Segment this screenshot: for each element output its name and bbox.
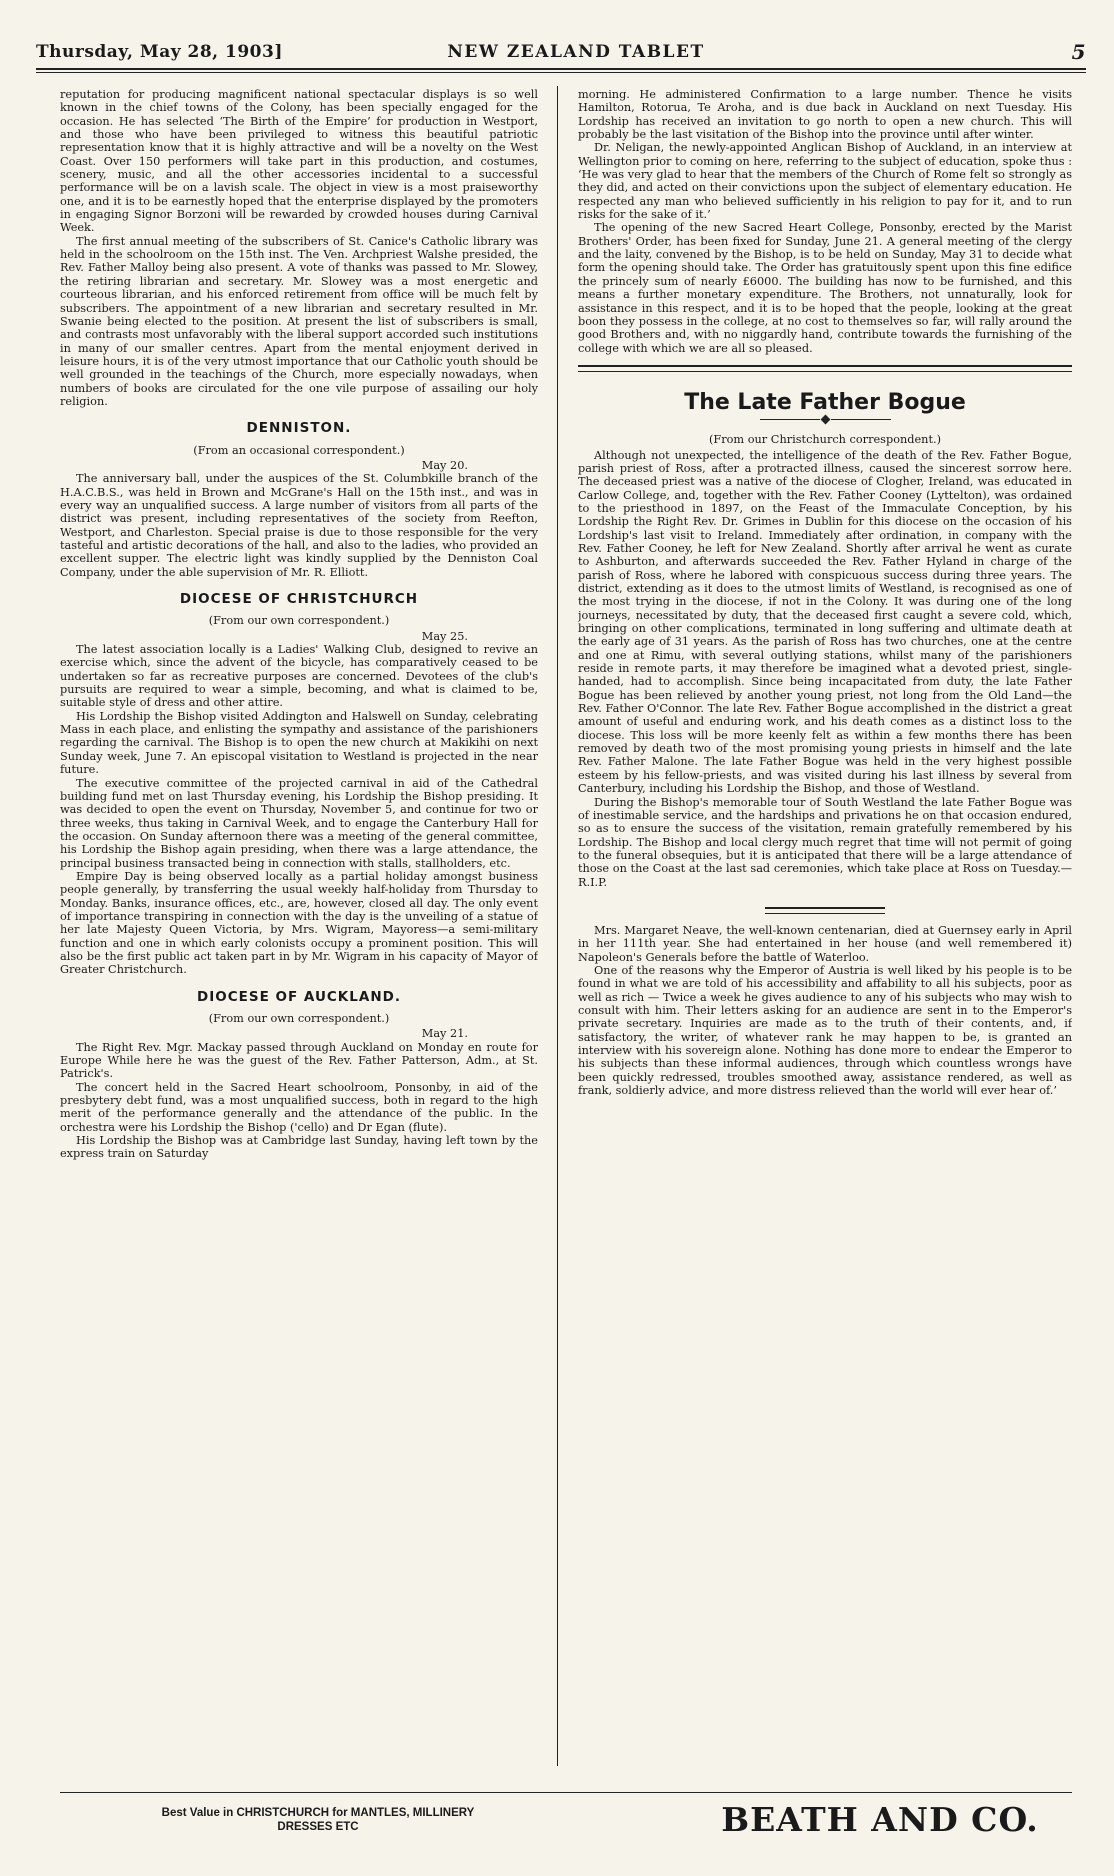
header-date: Thursday, May 28, 1903] xyxy=(36,42,283,62)
section-short-rule xyxy=(765,907,885,914)
ad-line: Best Value in CHRISTCHURCH for MANTLES, MILLINERY xyxy=(161,1807,475,1819)
article-paragraph: His Lordship the Bishop visited Addington and Halswell on Sunday, celebrating Mass in each place, and enlisting the sympathy and assistance of the parishioners regarding the carnival. The Bishop is to open the new church at Makikihi on next Sunday week, June 7. An episcopal visitation to Westland is projected in the near future. xyxy=(60,709,538,777)
right-column xyxy=(578,88,1072,1764)
article-paragraph: During the Bishop's memorable tour of South Westland the late Father Bogue was of inestimable service, and the hardships and privations he on that occasion endured, so as to ensure the success of the visitation, remain gratefully remembered by his Lordship. The Bishop and local clergy much regret that time will not permit of going to the funeral obsequies, but it is anticipated that there will be a large attendance of those on the Coast at the last sad ceremonies, which take place at Ross on Tuesday.—R.I.P. xyxy=(578,795,1072,889)
article-paragraph: The anniversary ball, under the auspices of the St. Columbkille branch of the H.A.C.B.S., was held in Brown and McGrane's Hall on the 15th inst., and was in every way an unqualified success. A large number of visitors from all parts of the district was present, including representatives of the society from Reefton, Westport, and Charleston. Special praise is due to those responsible for the very tasteful and artistic decorations of the hall, and also to the ladies, who provided an excellent supper. The electric light was kindly supplied by the Denniston Coal Company, under the able supervision of Mr. R. Elliott. xyxy=(60,472,538,579)
article-paragraph: The executive committee of the projected carnival in aid of the Cathedral building fund met on last Thursday evening, his Lordship the Bishop presiding. It was decided to open the event on Thursday, November 5, and continue for two or three weeks, thus taking in Carnival Week, and to engage the Canterbury Hall for the occasion. On Sunday afternoon there was a meeting of the general committee, his Lordship the Bishop again presiding, when there was a large attendance, the principal business transacted being in connection with stalls, stallholders, etc. xyxy=(60,776,538,870)
article-paragraph: One of the reasons why the Emperor of Austria is well liked by his people is to be found in what we are told of his accessibility and affability to all his subjects, poor as well as rich — Twice a week he gives audience to any of his subjects who may wish to consult with him. Their letters asking for an audience are sent in to the Emperor's private secretary. Inquiries are made as to the truth of their contents, and, if satisfactory, the writer, of whatever rank he may happen to be, is granted an interview with his sovereign alone. Nothing has done more to endear the Emperor to his subjects than these informal audiences, through which countless wrongs have been quickly redressed, troubles smoothed away, assistance rendered, as well as frank, soldierly advice, and more distress relieved than the world will ever hear of.’ xyxy=(578,963,1072,1098)
header-rule xyxy=(36,68,1086,70)
column-divider xyxy=(557,86,558,1766)
dateline: May 21. xyxy=(421,1027,468,1041)
section-double-rule xyxy=(578,365,1072,372)
header-publication: NEW ZEALAND TABLET xyxy=(447,42,705,62)
left-column xyxy=(60,88,538,1764)
article-paragraph: The concert held in the Sacred Heart schoolroom, Ponsonby, in aid of the presbytery debt fund, was a most unqualified success, both in regard to the high merit of the performance generally and the attendance of the public. In the orchestra were his Lordship the Bishop ('cello) and Dr Egan (flute). xyxy=(60,1080,538,1134)
article-paragraph: The opening of the new Sacred Heart College, Ponsonby, erected by the Marist Brothers' Order, has been fixed for Sunday, June 21. A general meeting of the clergy and the laity, convened by the Bishop, is to be held on Sunday, May 31 to decide what form the opening should take. The Order has gratuitously spent upon this fine edifice the princely sum of nearly £6000. The building has now to be furnished, and this means a further monetary expenditure. The Brothers, not unnaturally, look for assistance in this respect, and it is to be hoped that the people, looking at the great boon they possess in the college, at no cost to themselves so far, will rally around the good Brothers and, with no niggardly hand, contribute towards the furnishing of the college with which we are all so pleased. xyxy=(578,221,1072,355)
article-paragraph: His Lordship the Bishop was at Cambridge last Sunday, having left town by the express train on Saturday xyxy=(60,1134,538,1161)
article-paragraph: Mrs. Margaret Neave, the well-known centenarian, died at Guernsey early in April in her 111th year. She had entertained in her house (and well remembered it) Napoleon's Generals before the battle of Waterloo. xyxy=(578,923,1072,964)
correspondent-line: (From our own correspondent.) xyxy=(208,1012,390,1025)
footer-rule xyxy=(60,1792,1072,1793)
header-page-number: 5 xyxy=(1071,40,1086,64)
article-title-bogue: The Late Father Bogue xyxy=(684,389,966,415)
dateline: May 20. xyxy=(421,458,468,472)
article-paragraph: The first annual meeting of the subscribers of St. Canice's Catholic library was held in the schoolroom on the 15th inst. The Ven. Archpriest Walshe presided, the Rev. Father Malloy being also present. A vote of thanks was passed to Mr. Slowey, the retiring librarian and secretary. Mr. Slowey was a most energetic and courteous librarian, and his enforced retirement from office will be much felt by subscribers. The appointment of a new librarian and secretary resulted in Mr. Swanie being elected to the position. At present the list of subscribers is small, and contrasts most unfavorably with the liberal support accorded such institutions in many of our smaller centres. Apart from the mental enjoyment derived in leisure hours, it is of the very utmost importance that our Catholic youth should be well grounded in the teachings of the Church, more especially nowadays, when numbers of books are circulated for the one vile purpose of assailing our holy religion. xyxy=(60,234,538,408)
article-paragraph: Empire Day is being observed locally as a partial holiday amongst business people generally, by transferring the usual weekly half-holiday from Thursday to Monday. Banks, insurance offices, etc., are, however, closed all day. The only event of importance transpiring in connection with the day is the unveiling of a statue of her late Majesty Queen Victoria, by Mrs. Wigram, Mayoress—a semi-military function and one in which early colonists occupy a prominent position. This will also be the first public act taken part in by Mr. Wigram in his capacity of Mayor of Greater Christchurch. xyxy=(60,869,538,977)
advertisement-left xyxy=(108,1806,528,1834)
section-heading-christchurch: DIOCESE OF CHRISTCHURCH xyxy=(179,591,419,608)
ad-line: DRESSES ETC xyxy=(277,1821,359,1833)
article-paragraph: Dr. Neligan, the newly-appointed Anglican Bishop of Auckland, in an interview at Wellington prior to coming on here, referring to the subject of education, spoke thus : ‘He was very glad to hear that the members of the Church of Rome felt so strongly as they did, and acted on their convictions upon the subject of elementary education. He respected any man who believed sufficiently in his religion to pay for it, and to run risks for the sake of it.’ xyxy=(578,141,1072,222)
title-ornament xyxy=(578,415,1072,425)
header-rule-thin xyxy=(36,72,1086,73)
advertisement-beath-and-co: BEATH AND CO. xyxy=(721,1800,1039,1839)
article-paragraph: reputation for producing magnificent national spectacular displays is so well known in the chief towns of the Colony, has been specially engaged for the occasion. He has selected ‘The Birth of the Empire’ for production in Westport, and those who have been privileged to witness this beautiful patriotic representation know that it is highly attractive and will be a novelty on the West Coast. Over 150 performers will take part in this production, and costumes, scenery, music, and all the other accessories incidental to a successful performance will be on a lavish scale. The object in view is a most praiseworthy one, and it is to be earnestly hoped that the enterprise displayed by the promoters in engaging Signor Borzoni will be rewarded by crowded houses during Carnival Week. xyxy=(60,88,538,235)
article-paragraph: Although not unexpected, the intelligence of the death of the Rev. Father Bogue, parish priest of Ross, after a protracted illness, caused the sincerest sorrow here. The deceased priest was a native of the diocese of Clogher, Ireland, was educated in Carlow College, and, together with the Rev. Father Cooney (Lyttelton), was ordained to the priesthood in 1897, on the Feast of the Immaculate Conception, by his Lordship the Right Rev. Dr. Grimes in Dublin for this diocese on the occasion of his Lordship's last visit to Ireland. Immediately after ordination, in company with the Rev. Father Cooney, he left for New Zealand. Shortly after arrival he went as curate to Ashburton, and afterwards succeeded the Rev. Father Hyland in charge of the parish of Ross, where he labored with conspicuous success during three years. The district, extending as it does to the utmost limits of Westland, is recognised as one of the most trying in the diocese, if not in the Colony. It was during one of the long journeys, necessitated by duty, that the deceased first caught a severe cold, which, bringing on other complications, terminated in long suffering and ultimate death at the early age of 31 years. As the parish of Ross has two churches, one at the centre and one at Rimu, with several outlying stations, whilst many of the parishioners reside in remote parts, it may therefore be imagined what a devoted priest, single-handed, had to accomplish. Since being incapacitated from duty, the late Father Bogue has been relieved by another young priest, not long from the Old Land—the Rev. Father O'Connor. The late Rev. Father Bogue accomplished in the district a great amount of useful and enduring work, and his death comes as a distinct loss to the diocese. This loss will be more keenly felt as within a few months there has been removed by death two of the most promising young priests in himself and the late Rev. Father Malone. The late Father Bogue was held in the very highest possible esteem by his fellow-priests, and was visited during his last illness by several from Canterbury, including his Lordship the Bishop, and those of Westland. xyxy=(578,448,1072,796)
article-paragraph: The Right Rev. Mgr. Mackay passed through Auckland on Monday en route for Europe While here he was the guest of the Rev. Father Patterson, Adm., at St. Patrick's. xyxy=(60,1040,538,1081)
section-heading-denniston: DENNISTON. xyxy=(246,420,352,437)
correspondent-line: (From our own correspondent.) xyxy=(208,614,390,628)
correspondent-line: (From an occasional correspondent.) xyxy=(193,443,405,457)
correspondent-line: (From our Christchurch correspondent.) xyxy=(708,433,941,447)
article-paragraph: morning. He administered Confirmation to a large number. Thence he visits Hamilton, Rotorua, Te Aroha, and is due back in Auckland on next Tuesday. His Lordship has received an invitation to go north to open a new church. This will probably be the last visitation of the Bishop into the province until after winter. xyxy=(578,88,1072,142)
article-paragraph: The latest association locally is a Ladies' Walking Club, designed to revive an exercise which, since the advent of the bicycle, has comparatively ceased to be undertaken so far as recreative purposes are concerned. Devotees of the club's pursuits are required to wear a simple, becoming, and what is claimed to be, suitable style of dress and other attire. xyxy=(60,643,538,710)
dateline: May 25. xyxy=(421,629,468,643)
page-header xyxy=(36,38,1086,68)
section-heading-auckland: DIOCESE OF AUCKLAND. xyxy=(197,988,401,1005)
